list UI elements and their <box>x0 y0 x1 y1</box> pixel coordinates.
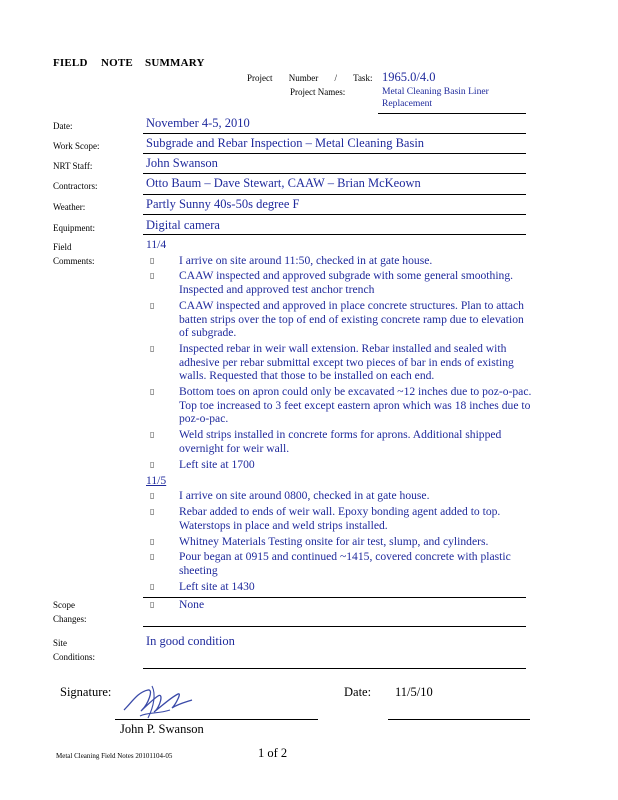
equipment-value: Digital camera <box>146 218 220 232</box>
title-field: FIELD <box>53 57 88 69</box>
title-summary: SUMMARY <box>145 57 205 69</box>
signature-scribble <box>118 680 198 722</box>
list-item: ▯ Weld strips installed in concrete forms for aprons. Additional shipped overnight for weir wall. <box>146 428 536 455</box>
list-item: ▯ Whitney Materials Testing onsite for air test, slump, and cylinders. <box>146 535 536 549</box>
site-conditions-value: In good condition <box>146 634 235 648</box>
bullet-icon: ▯ <box>150 536 155 546</box>
bullet-icon: ▯ <box>150 430 155 440</box>
bullet-icon: ▯ <box>150 491 155 501</box>
scope-changes-label-1: Scope <box>53 600 75 610</box>
bullet-icon: ▯ <box>150 507 155 517</box>
list-item: ▯ CAAW inspected and approved in place concrete structures. Plan to attach batten strips over the top of end of existing concrete ramp due to elevation of subgrade. <box>146 299 536 340</box>
equipment-label: Equipment: <box>53 223 95 233</box>
nrt-staff-value: John Swanson <box>146 156 218 170</box>
field-comments-label-2: Comments: <box>53 256 95 266</box>
nrt-staff-rule <box>143 173 526 174</box>
list-item: ▯ Pour began at 0915 and continued ~1415, covered concrete with plastic sheeting <box>146 550 536 577</box>
day-1-list <box>146 254 536 472</box>
scope-changes-rule <box>143 626 526 627</box>
contractors-label: Contractors: <box>53 181 98 191</box>
day-block-2 <box>146 474 536 594</box>
bullet-icon: ▯ <box>150 600 155 609</box>
date-label: Date: <box>53 121 73 131</box>
nrt-staff-label: NRT Staff: <box>53 161 93 171</box>
work-scope-value: Subgrade and Rebar Inspection – Metal Cleaning Basin <box>146 136 425 150</box>
bullet-icon: ▯ <box>150 581 155 591</box>
list-item: ▯ Left site at 1700 <box>146 458 536 472</box>
day-2-list <box>146 489 536 593</box>
site-conditions-label-1: Site <box>53 638 68 648</box>
bullet-icon: ▯ <box>150 255 155 265</box>
bullet-icon: ▯ <box>150 552 155 562</box>
equipment-rule <box>143 234 526 235</box>
project-name-value: Metal Cleaning Basin Liner Replacement <box>382 86 489 109</box>
day-date: 11/5 <box>146 473 167 487</box>
site-conditions-label-2: Conditions: <box>53 652 96 662</box>
date-sign-rule <box>388 719 530 720</box>
list-item: ▯ Inspected rebar in weir wall extension. Rebar installed and sealed with adhesive per rebar submittal except two pieces of bar in ends of existing walls. Requested that those to be installed on each end. <box>146 342 536 383</box>
project-rule <box>378 113 526 114</box>
project-number-value: 1965.0/4.0 <box>382 70 436 84</box>
site-conditions-rule <box>143 668 526 669</box>
weather-rule <box>143 214 526 215</box>
weather-label: Weather: <box>53 202 86 212</box>
signature-rule <box>115 719 318 720</box>
contractors-value: Otto Baum – Dave Stewart, CAAW – Brian McKeown <box>146 176 421 190</box>
signature-label: Signature: <box>60 685 112 699</box>
date-sign-value: 11/5/10 <box>395 685 433 699</box>
date-value: November 4-5, 2010 <box>146 116 250 130</box>
title-note: NOTE <box>101 57 133 69</box>
work-scope-label: Work Scope: <box>53 141 100 151</box>
scope-changes-value: ▯ None <box>146 598 204 612</box>
page-number: 1 of 2 <box>258 746 288 760</box>
field-comments-label-1: Field <box>53 242 72 252</box>
footer-file-ref: Metal Cleaning Field Notes 20101104-05 <box>56 752 173 760</box>
list-item: ▯ Rebar added to ends of weir wall. Epoxy bonding agent added to top. Waterstops in place and weld strips installed. <box>146 505 536 532</box>
bullet-icon: ▯ <box>150 459 155 469</box>
field-comments <box>146 238 536 596</box>
bullet-icon: ▯ <box>150 387 155 397</box>
work-scope-rule <box>143 153 526 154</box>
bullet-icon: ▯ <box>150 344 155 354</box>
contractors-rule <box>143 194 526 195</box>
date-rule <box>143 133 526 134</box>
weather-value: Partly Sunny 40s-50s degree F <box>146 197 300 211</box>
day-date: 11/4 <box>146 238 167 251</box>
date-sign-label: Date: <box>344 685 372 699</box>
list-item: ▯ CAAW inspected and approved subgrade with some general smoothing. Inspected and approved test anchor trench <box>146 269 536 296</box>
project-names-label: Project Names: <box>290 87 346 97</box>
day-block-1 <box>146 238 536 471</box>
list-item: ▯ I arrive on site around 11:50, checked in at gate house. <box>146 254 536 268</box>
signer-name: John P. Swanson <box>120 722 204 736</box>
list-item: ▯ Left site at 1430 <box>146 580 536 594</box>
list-item: ▯ Bottom toes on apron could only be excavated ~12 inches due to poz-o-pac. Top toe increased to 3 feet except eastern apron which was 18 inches due to poz-o-pac. <box>146 385 536 426</box>
list-item: ▯ I arrive on site around 0800, checked in at gate house. <box>146 489 536 503</box>
scope-changes-label-2: Changes: <box>53 614 87 624</box>
project-number-label: Project Number / Task: <box>247 73 373 83</box>
bullet-icon: ▯ <box>150 271 155 281</box>
bullet-icon: ▯ <box>150 300 155 310</box>
